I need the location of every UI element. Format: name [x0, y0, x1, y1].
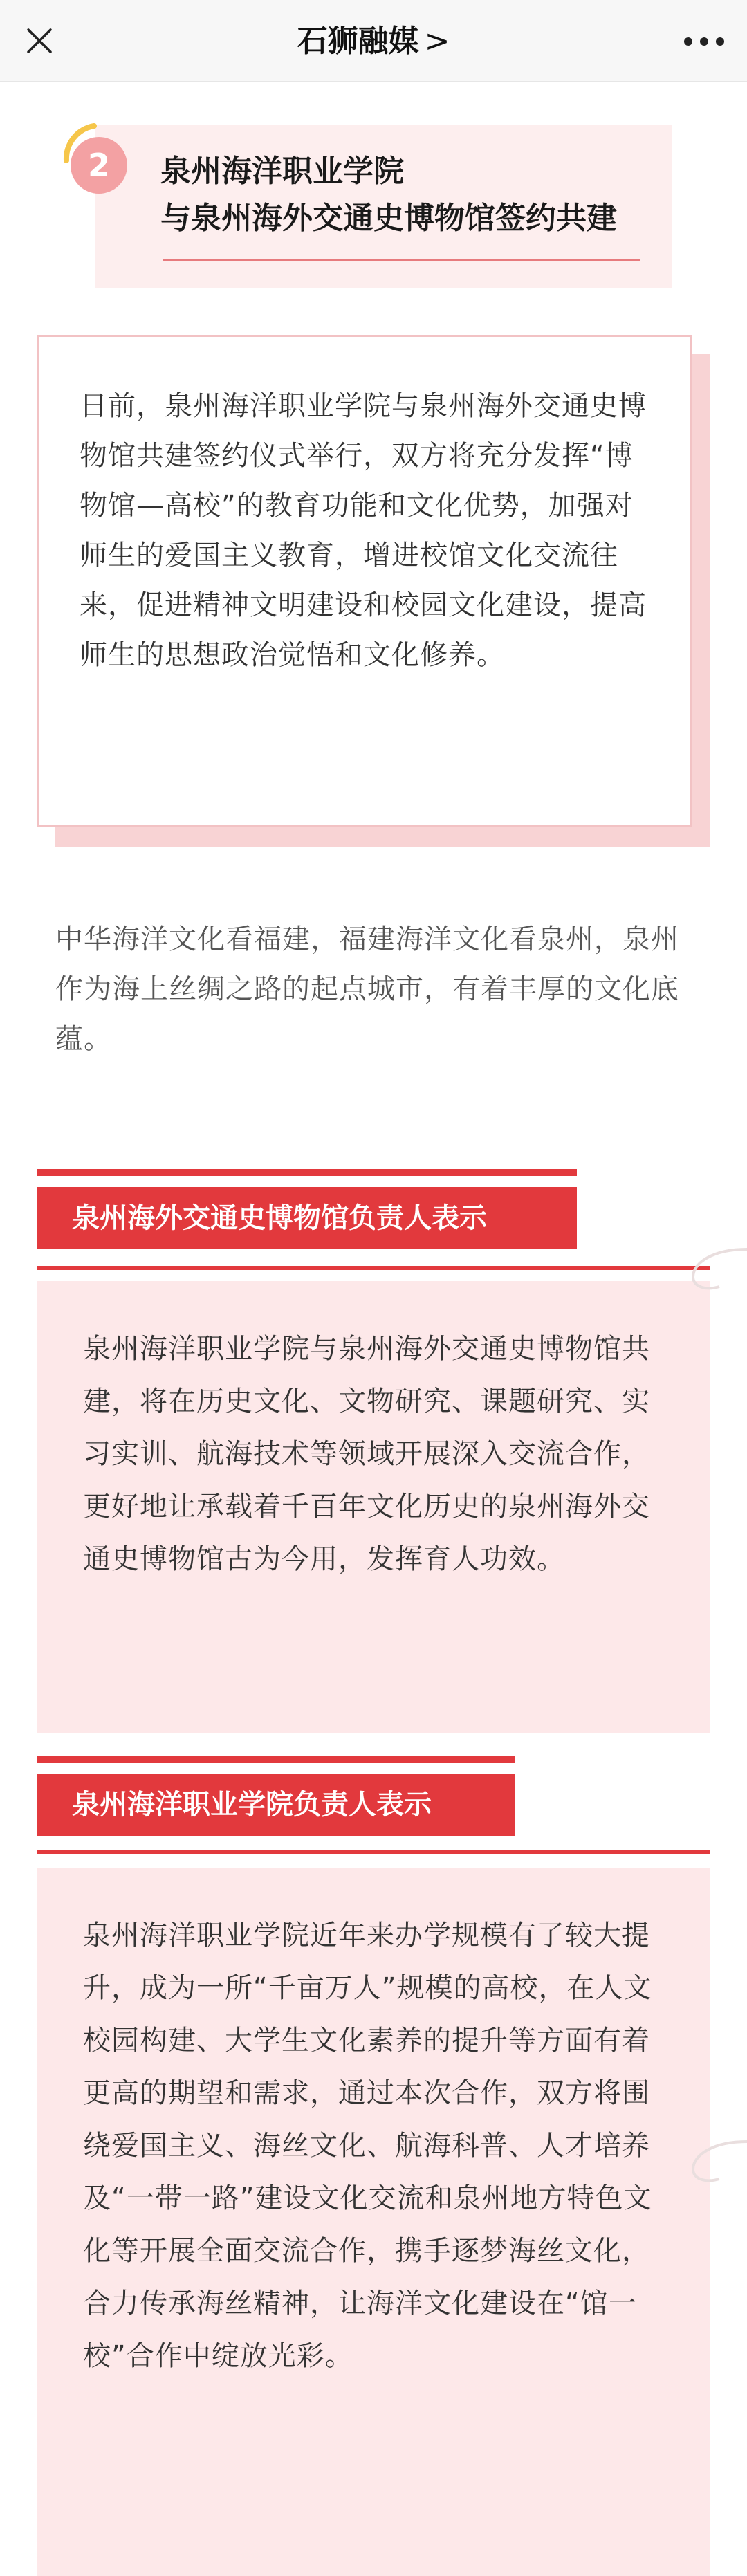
account-name: 石狮融媒: [297, 24, 419, 59]
label-top-line: [37, 1169, 577, 1176]
more-button[interactable]: [679, 24, 729, 59]
top-nav-bar: [0, 0, 747, 82]
intro-box: [37, 335, 692, 827]
college-content-box: [37, 1868, 710, 2576]
museum-content-box: [37, 1281, 710, 1733]
college-label-banner: [37, 1774, 515, 1836]
museum-label-text: 泉州海外交通史博物馆负责人表示: [72, 1202, 487, 1234]
section-title-line2: 与泉州海外交通史博物馆签约共建: [160, 201, 617, 236]
museum-text: 泉州海洋职业学院与泉州海外交通史博物馆共建，将在历史文化、文物研究、课题研究、实习实训、航海技术等领域开展深入交流合作，更好地让承载着千百年文化历史的泉州海外交通史博物馆古为今用，发挥育人功效。: [83, 1333, 650, 1575]
chevron-right-icon: >: [424, 24, 450, 59]
museum-label-banner: [37, 1187, 577, 1249]
intro-text: 日前，泉州海洋职业学院与泉州海外交通史博物馆共建签约仪式举行，双方将充分发挥“博物馆—高校”的教育功能和文化优势，加强对师生的爱国主义教育，增进校馆文化交流往来，促进精神文明建设和校园文化建设，提高师生的思想政治觉悟和文化修养。: [80, 390, 647, 671]
label-bottom-line: [37, 1850, 710, 1854]
college-label-text: 泉州海洋职业学院负责人表示: [72, 1789, 432, 1821]
edge-curl-decoration-icon: [685, 2137, 747, 2186]
section-number: 2: [71, 137, 127, 194]
college-text: 泉州海洋职业学院近年来办学规模有了较大提升，成为一所“千亩万人”规模的高校，在人文校园构建、大学生文化素养的提升等方面有着更高的期望和需求，通过本次合作，双方将围绕爱国主义、海丝文化、航海科普、人才培养及“一带一路”建设文化交流和泉州地方特色文化等开展全面交流合作，携手逐梦海丝文化，合力传承海丝精神，让海洋文化建设在“馆一校”合作中绽放光彩。: [83, 1920, 652, 2372]
section-number-badge: [61, 116, 138, 194]
label-top-line: [37, 1756, 515, 1763]
edge-curl-decoration-icon: [685, 1245, 747, 1294]
culture-paragraph: 中华海洋文化看福建，福建海洋文化看泉州，泉州作为海上丝绸之路的起点城市，有着丰厚的文化底蕴。: [55, 923, 679, 1055]
account-title-link[interactable]: [0, 24, 747, 59]
section-title-underline: [163, 259, 640, 261]
section-title-line1: 泉州海洋职业学院: [160, 154, 404, 189]
more-icon: [683, 37, 725, 46]
label-bottom-line: [37, 1266, 710, 1270]
